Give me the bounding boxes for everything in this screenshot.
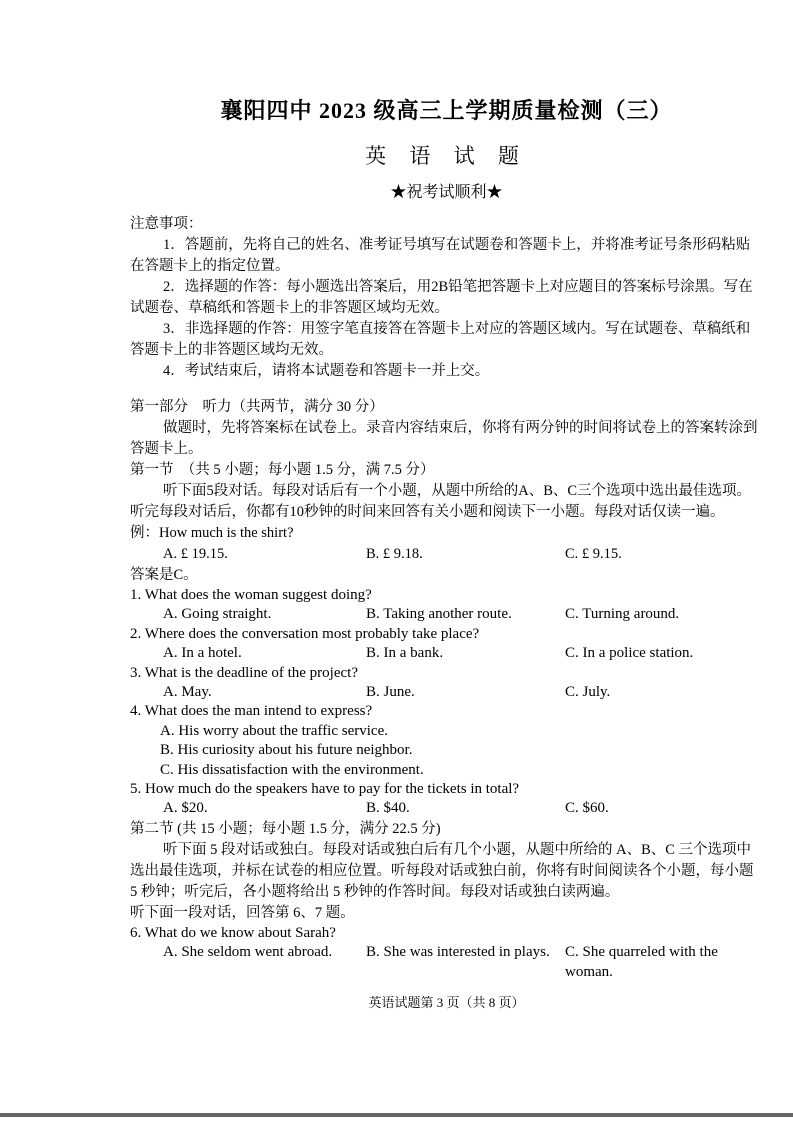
option-b: B. $40. [366,800,410,817]
option-c: C. $60. [565,800,609,817]
question-options-row [130,644,763,663]
question-text: 2. Where does the conversation most probably take place? [130,625,480,642]
example-option-b: B. £ 9.18. [366,546,423,562]
option-c: C. In a police station. [565,645,694,662]
option-a: A. May. [163,684,212,701]
option-c: C. July. [565,684,611,701]
question-block-6 [130,924,763,982]
part1-heading: 第一部分 听力（共两节，满分 30 分） [130,399,384,415]
question-block-3 [130,664,763,703]
question-block-2 [130,625,763,664]
example-prompt: 例：How much is the shirt? [130,525,294,541]
notice-item: 2．选择题的作答：每小题选出答案后，用2B铅笔把答题卡上对应题目的答案标号涂黑。写在试题卷、草稿纸和答题卡上的非答题区域均无效。 [130,279,753,316]
question-text: 1. What does the woman suggest doing? [130,587,372,603]
page-title: 襄阳四中 2023 级高三上学期质量检测（三） [220,98,673,123]
example-option-c: C. £ 9.15. [565,546,622,562]
subject-title: 英 语 试 题 [365,144,528,168]
notice-heading: 注意事项： [130,216,203,232]
option-a: A. $20. [163,800,208,817]
example-block [130,523,763,586]
question-block-1 [130,586,763,625]
part1-note: 做题时，先将答案标在试卷上。录音内容结束后，你将有两分钟的时间将试卷上的答案转涂到答题卡上。 [130,420,758,457]
option-a: A. In a hotel. [163,645,242,662]
wish-line: ★祝考试顺利★ [390,184,503,201]
example-answer: 答案是C。 [130,567,198,583]
option-a: A. Going straight. [163,606,272,623]
option-c: C. She quarreled with the woman. [565,944,718,980]
question-text: 5. How much do the speakers have to pay for the tickets in total? [130,781,520,798]
option-b: B. In a bank. [366,645,444,662]
option-c: C. His dissatisfaction with the environment. [160,761,424,778]
option-c: C. Turning around. [565,606,680,623]
section1-heading: 第一节 （共 5 小题；每小题 1.5 分，满 7.5 分） [130,462,435,478]
section1-instructions: 听下面5段对话。每段对话后有一个小题，从题中所给的A、B、C三个选项中选出最佳选项。听完每段对话后，你都有10秒钟的时间来回答有关小题和阅读下一小题。每段对话仅读一遍。 [130,483,752,520]
page-number-footer: 英语试题第 3 页（共 8 页） [368,995,525,1011]
notice-item: 1．答题前，先将自己的姓名、准考证号填写在试题卷和答题卡上，并将准考证号条形码粘贴在答题卡上的指定位置。 [130,237,751,274]
notice-item: 3．非选择题的作答：用签字笔直接答在答题卡上对应的答题区域内。写在试题卷、草稿纸和答题卡上的非答题区域均无效。 [130,321,751,358]
example-options-row [130,544,763,565]
option-b: B. June. [366,684,415,701]
page-bottom-edge [0,1113,793,1117]
option-b: B. Taking another route. [366,606,512,623]
question-options-row [130,799,763,818]
section2-instructions: 听下面 5 段对话或独白。每段对话或独白后有几个小题，从题中所给的 A、B、C 三个选项中选出最佳选项，并标在试卷的相应位置。听每段对话或独白前，你将有时间阅读各个小题，每小题 5 秒钟；听完后，各小题将给出 5 秒钟的作答时间。每段对话或独白读两遍。 [130,841,754,900]
notice-item: 4．考试结束后，请将本试题卷和答题卡一并上交。 [163,363,490,379]
section2-heading: 第二节 (共 15 小题；每小题 1.5 分，满分 22.5 分) [130,820,441,837]
question-text: 6. What do we know about Sarah? [130,924,336,941]
question-block-4 [130,702,763,780]
option-b: B. She was interested in plays. [366,944,550,961]
question-text: 4. What does the man intend to express? [130,703,373,720]
example-option-a: A. £ 19.15. [163,546,228,562]
notice-section [130,214,763,382]
question-options-row [130,943,763,982]
question-options-row [130,605,763,624]
option-a: A. She seldom went abroad. [163,944,333,961]
question-text: 3. What is the deadline of the project? [130,664,358,681]
option-b: B. His curiosity about his future neighbor. [160,742,413,759]
section2-dialog-prompt: 听下面一段对话，回答第 6、7 题。 [130,904,355,921]
question-block-5 [130,780,763,819]
option-a: A. His worry about the traffic service. [160,722,388,739]
question-options-row [130,683,763,702]
